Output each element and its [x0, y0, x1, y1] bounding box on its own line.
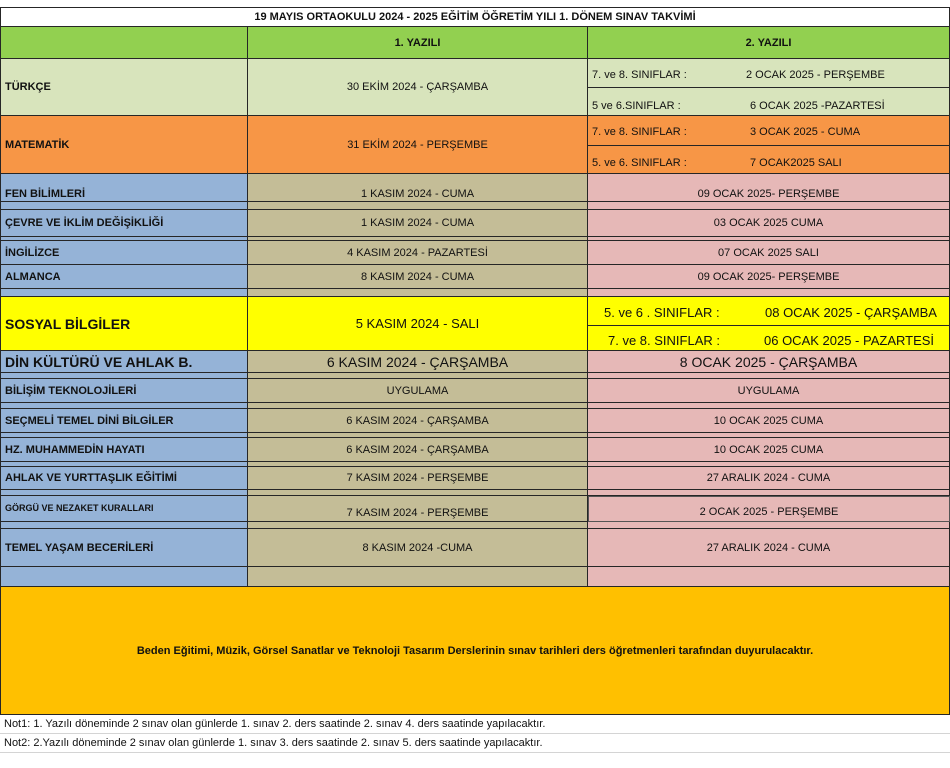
subject-hz-muhammed: HZ. MUHAMMEDİN HAYATI — [0, 438, 248, 462]
din-yazili-1: 6 KASIM 2024 - ÇARŞAMBA — [248, 351, 588, 373]
turkce-y2-divider — [588, 87, 949, 88]
spacer-row — [588, 567, 950, 587]
almanca-yazili-2: 09 OCAK 2025- PERŞEMBE — [588, 265, 950, 289]
turkce-y2a-date: 2 OCAK 2025 - PERŞEMBE — [746, 69, 885, 81]
turkce-y2a-group: 7. ve 8. SINIFLAR : — [592, 69, 687, 81]
subject-turkce: TÜRKÇE — [0, 59, 248, 116]
spacer-row — [248, 202, 588, 210]
subject-gorgu: GÖRGÜ VE NEZAKET KURALLARI — [0, 496, 248, 522]
sosyal-y2a-date: 08 OCAK 2025 - ÇARŞAMBA — [765, 305, 937, 320]
almanca-yazili-1: 8 KASIM 2024 - CUMA — [248, 265, 588, 289]
subject-temel-yasam: TEMEL YAŞAM BECERİLERİ — [0, 529, 248, 567]
matematik-y2-divider — [588, 145, 949, 146]
sosyal-y2a-group: 5. ve 6 . SINIFLAR : — [604, 305, 720, 320]
matematik-y2b-group: 5. ve 6. SINIFLAR : — [592, 157, 687, 169]
subject-sosyal: SOSYAL BİLGİLER — [0, 297, 248, 351]
secmeli-yazili-2: 10 OCAK 2025 CUMA — [588, 409, 950, 433]
cevre-yazili-1: 1 KASIM 2024 - CUMA — [248, 210, 588, 237]
spacer-row — [0, 567, 248, 587]
sosyal-yazili-1: 5 KASIM 2024 - SALI — [248, 297, 588, 351]
turkce-yazili-1: 30 EKİM 2024 - ÇARŞAMBA — [248, 59, 588, 116]
note-2: Not2: 2.Yazılı döneminde 2 sınav olan günlerde 1. sınav 3. ders saatinde 2. sınav 5. ders saatinde yapılacaktır. — [0, 734, 950, 753]
subject-secmeli: SEÇMELİ TEMEL DİNİ BİLGİLER — [0, 409, 248, 433]
gorgu-yazili-1: 7 KASIM 2024 - PERŞEMBE — [248, 496, 588, 522]
matematik-yazili-1: 31 EKİM 2024 - PERŞEMBE — [248, 116, 588, 174]
subject-matematik: MATEMATİK — [0, 116, 248, 174]
din-yazili-2: 8 OCAK 2025 - ÇARŞAMBA — [588, 351, 950, 373]
subject-din: DİN KÜLTÜRÜ VE AHLAK B. — [0, 351, 248, 373]
spacer-row — [588, 289, 950, 297]
sosyal-y2b-group: 7. ve 8. SINIFLAR : — [608, 333, 720, 348]
ahlak-yazili-1: 7 KASIM 2024 - PERŞEMBE — [248, 467, 588, 490]
subject-fen: FEN BİLİMLERİ — [0, 174, 248, 202]
spacer-row — [248, 289, 588, 297]
matematik-y2a-date: 3 OCAK 2025 - CUMA — [750, 126, 861, 138]
gorgu-yazili-2: 2 OCAK 2025 - PERŞEMBE — [588, 496, 950, 522]
spacer-row — [588, 202, 950, 210]
subject-cevre: ÇEVRE VE İKLİM DEĞİŞİKLİĞİ — [0, 210, 248, 237]
header-subject-cell — [0, 27, 248, 59]
note-1: Not1: 1. Yazılı döneminde 2 sınav olan günlerde 1. sınav 2. ders saatinde 2. sınav 4. ders saatinde yapılacaktır. — [0, 715, 950, 734]
subject-bilisim: BİLİŞİM TEKNOLOJİLERİ — [0, 379, 248, 403]
sosyal-y2-divider — [588, 325, 949, 326]
sheet-title: 19 MAYIS ORTAOKULU 2024 - 2025 EĞİTİM ÖĞRETİM YILI 1. DÖNEM SINAV TAKVİMİ — [0, 7, 950, 27]
ahlak-yazili-2: 27 ARALIK 2024 - CUMA — [588, 467, 950, 490]
secmeli-yazili-1: 6 KASIM 2024 - ÇARŞAMBA — [248, 409, 588, 433]
turkce-yazili-2 — [588, 59, 950, 116]
sosyal-yazili-2 — [588, 297, 950, 351]
temel-yazili-2: 27 ARALIK 2024 - CUMA — [588, 529, 950, 567]
matematik-y2b-date: 7 OCAK2025 SALI — [750, 157, 842, 169]
header-yazili-1: 1. YAZILI — [248, 27, 588, 59]
spacer-row — [0, 289, 248, 297]
matematik-yazili-2 — [588, 116, 950, 174]
bilisim-yazili-2: UYGULAMA — [588, 379, 950, 403]
subject-almanca: ALMANCA — [0, 265, 248, 289]
matematik-y2a-group: 7. ve 8. SINIFLAR : — [592, 126, 687, 138]
subject-ahlak: AHLAK VE YURTTAŞLIK EĞİTİMİ — [0, 467, 248, 490]
bilisim-yazili-1: UYGULAMA — [248, 379, 588, 403]
fen-yazili-2: 09 OCAK 2025- PERŞEMBE — [588, 174, 950, 202]
turkce-y2b-date: 6 OCAK 2025 -PAZARTESİ — [750, 100, 885, 112]
ingilizce-yazili-1: 4 KASIM 2024 - PAZARTESİ — [248, 241, 588, 265]
ingilizce-yazili-2: 07 OCAK 2025 SALI — [588, 241, 950, 265]
announcement-banner: Beden Eğitimi, Müzik, Görsel Sanatlar ve Teknoloji Tasarım Derslerinin sınav tarihleri ders öğretmenleri tarafından duyurulacaktır. — [0, 587, 950, 715]
fen-yazili-1: 1 KASIM 2024 - CUMA — [248, 174, 588, 202]
hz-yazili-2: 10 OCAK 2025 CUMA — [588, 438, 950, 462]
spacer-row — [588, 522, 950, 529]
spacer-row — [248, 567, 588, 587]
turkce-y2b-group: 5 ve 6.SINIFLAR : — [592, 100, 681, 112]
header-yazili-2: 2. YAZILI — [588, 27, 950, 59]
sosyal-y2b-date: 06 OCAK 2025 - PAZARTESİ — [764, 333, 935, 348]
spacer-row — [0, 522, 248, 529]
temel-yazili-1: 8 KASIM 2024 -CUMA — [248, 529, 588, 567]
subject-ingilizce: İNGİLİZCE — [0, 241, 248, 265]
spacer-row — [248, 522, 588, 529]
spacer-row — [0, 202, 248, 210]
hz-yazili-1: 6 KASIM 2024 - ÇARŞAMBA — [248, 438, 588, 462]
cevre-yazili-2: 03 OCAK 2025 CUMA — [588, 210, 950, 237]
